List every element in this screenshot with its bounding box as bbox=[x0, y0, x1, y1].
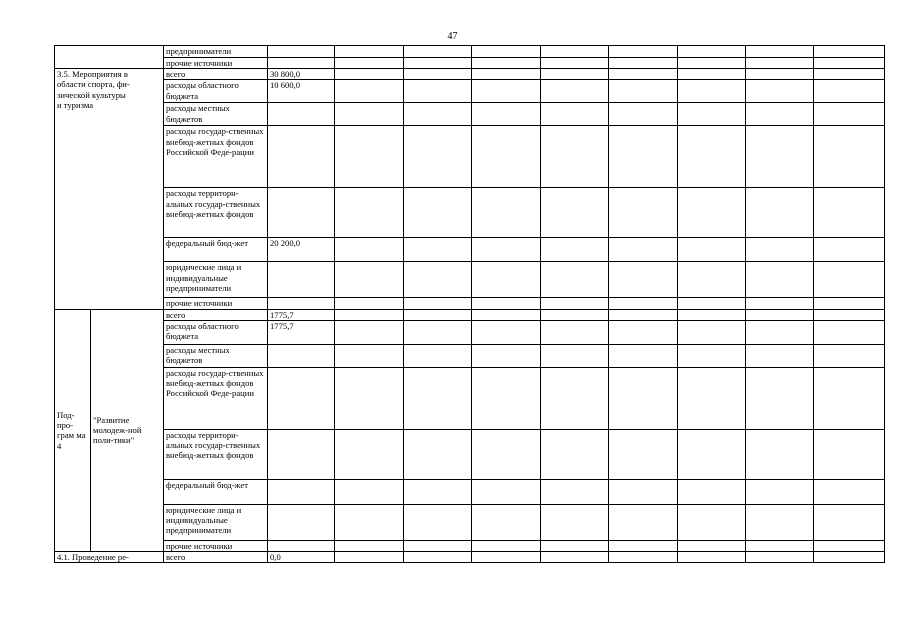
year-value-cell bbox=[814, 126, 885, 188]
table-row bbox=[55, 309, 885, 320]
funding-source-cell: всего bbox=[164, 309, 268, 320]
year-value-cell bbox=[678, 479, 746, 504]
table-row bbox=[55, 344, 885, 367]
table-row bbox=[55, 46, 885, 58]
year-value-cell bbox=[541, 320, 609, 344]
year-value-cell bbox=[609, 188, 678, 238]
total-value-cell: 30 800,0 bbox=[268, 69, 335, 80]
year-value-cell bbox=[814, 320, 885, 344]
year-value-cell bbox=[746, 58, 814, 69]
total-value-cell bbox=[268, 103, 335, 126]
year-value-cell bbox=[404, 429, 472, 479]
year-value-cell bbox=[678, 552, 746, 563]
year-value-cell bbox=[472, 479, 541, 504]
year-value-cell bbox=[746, 46, 814, 58]
year-value-cell bbox=[609, 80, 678, 103]
table-row bbox=[55, 367, 885, 429]
table-row bbox=[55, 298, 885, 309]
table-row bbox=[55, 504, 885, 540]
year-value-cell bbox=[472, 69, 541, 80]
funding-source-cell: расходы местных бюджетов bbox=[164, 103, 268, 126]
year-value-cell bbox=[335, 238, 404, 262]
measure-name-line: 3.5. Мероприятия в bbox=[57, 69, 128, 80]
year-value-cell bbox=[335, 309, 404, 320]
funding-source-cell: расходы территори-альных государ-ственных внебюд-жетных фондов bbox=[164, 429, 268, 479]
table-row bbox=[55, 188, 885, 238]
table-row bbox=[55, 126, 885, 188]
year-value-cell bbox=[814, 344, 885, 367]
year-value-cell bbox=[404, 103, 472, 126]
year-value-cell bbox=[472, 320, 541, 344]
total-value-cell bbox=[268, 58, 335, 69]
funding-source-cell: расходы областного бюджета bbox=[164, 80, 268, 103]
total-value-cell: 10 600,0 bbox=[268, 80, 335, 103]
year-value-cell bbox=[472, 504, 541, 540]
year-value-cell bbox=[541, 344, 609, 367]
year-value-cell bbox=[609, 238, 678, 262]
year-value-cell bbox=[472, 46, 541, 58]
year-value-cell bbox=[404, 344, 472, 367]
year-value-cell bbox=[541, 238, 609, 262]
measure-name-line: зической культуры bbox=[57, 89, 126, 100]
year-value-cell bbox=[814, 262, 885, 298]
year-value-cell bbox=[678, 298, 746, 309]
year-value-cell bbox=[609, 367, 678, 429]
year-value-cell bbox=[609, 103, 678, 126]
year-value-cell bbox=[609, 540, 678, 551]
year-value-cell bbox=[404, 479, 472, 504]
year-value-cell bbox=[541, 69, 609, 80]
financing-table bbox=[54, 45, 885, 563]
year-value-cell bbox=[678, 238, 746, 262]
total-value-cell bbox=[268, 344, 335, 367]
year-value-cell bbox=[335, 540, 404, 551]
year-value-cell bbox=[814, 540, 885, 551]
year-value-cell bbox=[609, 344, 678, 367]
year-value-cell bbox=[814, 367, 885, 429]
funding-source-cell: федеральный бюд-жет bbox=[164, 238, 268, 262]
year-value-cell bbox=[541, 552, 609, 563]
year-value-cell bbox=[404, 540, 472, 551]
year-value-cell bbox=[335, 344, 404, 367]
table-row bbox=[55, 320, 885, 344]
total-value-cell bbox=[268, 540, 335, 551]
year-value-cell bbox=[541, 46, 609, 58]
table-row bbox=[55, 80, 885, 103]
year-value-cell bbox=[678, 344, 746, 367]
year-value-cell bbox=[678, 58, 746, 69]
year-value-cell bbox=[746, 552, 814, 563]
table-row bbox=[55, 540, 885, 551]
year-value-cell bbox=[678, 188, 746, 238]
year-value-cell bbox=[472, 429, 541, 479]
year-value-cell bbox=[404, 69, 472, 80]
year-value-cell bbox=[541, 429, 609, 479]
table-row bbox=[55, 58, 885, 69]
year-value-cell bbox=[678, 429, 746, 479]
year-value-cell bbox=[335, 320, 404, 344]
funding-source-cell: юридические лица и индивидуальные предприниматели bbox=[164, 262, 268, 298]
year-value-cell bbox=[609, 58, 678, 69]
year-value-cell bbox=[609, 552, 678, 563]
year-value-cell bbox=[335, 298, 404, 309]
year-value-cell bbox=[609, 262, 678, 298]
year-value-cell bbox=[541, 58, 609, 69]
year-value-cell bbox=[678, 504, 746, 540]
year-value-cell bbox=[541, 262, 609, 298]
total-value-cell bbox=[268, 367, 335, 429]
table-row bbox=[55, 479, 885, 504]
measure-name-line: и туризма bbox=[57, 99, 94, 110]
year-value-cell bbox=[609, 479, 678, 504]
year-value-cell bbox=[678, 320, 746, 344]
year-value-cell bbox=[609, 298, 678, 309]
funding-source-cell: расходы территорн-альных государ-ственных внебюд-жетных фондов bbox=[164, 188, 268, 238]
year-value-cell bbox=[746, 479, 814, 504]
year-value-cell bbox=[814, 58, 885, 69]
year-value-cell bbox=[404, 552, 472, 563]
year-value-cell bbox=[609, 126, 678, 188]
page-number: 47 bbox=[447, 31, 458, 42]
year-value-cell bbox=[541, 367, 609, 429]
year-value-cell bbox=[814, 429, 885, 479]
year-value-cell bbox=[814, 238, 885, 262]
year-value-cell bbox=[472, 103, 541, 126]
year-value-cell bbox=[678, 46, 746, 58]
year-value-cell bbox=[678, 69, 746, 80]
year-value-cell bbox=[814, 69, 885, 80]
year-value-cell bbox=[746, 262, 814, 298]
table-row bbox=[55, 69, 885, 80]
year-value-cell bbox=[404, 80, 472, 103]
table-row bbox=[55, 262, 885, 298]
year-value-cell bbox=[678, 103, 746, 126]
year-value-cell bbox=[541, 103, 609, 126]
year-value-cell bbox=[746, 309, 814, 320]
year-value-cell bbox=[404, 188, 472, 238]
year-value-cell bbox=[609, 46, 678, 58]
year-value-cell bbox=[472, 552, 541, 563]
year-value-cell bbox=[335, 479, 404, 504]
funding-source-cell: юридические лица и индивидуальные предприниматели bbox=[164, 504, 268, 540]
year-value-cell bbox=[678, 309, 746, 320]
total-value-cell bbox=[268, 479, 335, 504]
year-value-cell bbox=[404, 126, 472, 188]
funding-source-cell: расходы местных бюджетов bbox=[164, 344, 268, 367]
year-value-cell bbox=[746, 126, 814, 188]
year-value-cell bbox=[541, 504, 609, 540]
year-value-cell bbox=[814, 479, 885, 504]
year-value-cell bbox=[472, 238, 541, 262]
total-value-cell bbox=[268, 262, 335, 298]
year-value-cell bbox=[746, 69, 814, 80]
year-value-cell bbox=[746, 80, 814, 103]
total-value-cell: 0,0 bbox=[268, 552, 335, 563]
measure-name-cell bbox=[55, 552, 164, 563]
year-value-cell bbox=[404, 504, 472, 540]
year-value-cell bbox=[678, 367, 746, 429]
total-value-cell bbox=[268, 188, 335, 238]
year-value-cell bbox=[678, 80, 746, 103]
year-value-cell bbox=[404, 238, 472, 262]
year-value-cell bbox=[541, 126, 609, 188]
year-value-cell bbox=[541, 479, 609, 504]
total-value-cell: 20 200,0 bbox=[268, 238, 335, 262]
total-value-cell bbox=[268, 46, 335, 58]
year-value-cell bbox=[335, 103, 404, 126]
total-value-cell: 1775,7 bbox=[268, 309, 335, 320]
year-value-cell bbox=[404, 309, 472, 320]
year-value-cell bbox=[335, 69, 404, 80]
year-value-cell bbox=[472, 262, 541, 298]
year-value-cell bbox=[814, 309, 885, 320]
total-value-cell bbox=[268, 504, 335, 540]
year-value-cell bbox=[814, 46, 885, 58]
year-value-cell bbox=[678, 262, 746, 298]
year-value-cell bbox=[335, 188, 404, 238]
funding-source-cell: предприниматели bbox=[164, 46, 268, 58]
year-value-cell bbox=[404, 58, 472, 69]
year-value-cell bbox=[404, 46, 472, 58]
year-value-cell bbox=[746, 367, 814, 429]
year-value-cell bbox=[746, 344, 814, 367]
year-value-cell bbox=[335, 367, 404, 429]
year-value-cell bbox=[472, 298, 541, 309]
year-value-cell bbox=[746, 429, 814, 479]
funding-source-cell: всего bbox=[164, 552, 268, 563]
funding-source-cell: расходы областного бюджета bbox=[164, 320, 268, 344]
year-value-cell bbox=[609, 429, 678, 479]
year-value-cell bbox=[814, 103, 885, 126]
funding-source-cell: прочие источники bbox=[164, 298, 268, 309]
year-value-cell bbox=[746, 540, 814, 551]
year-value-cell bbox=[814, 298, 885, 309]
measure-name-cell bbox=[55, 69, 164, 309]
year-value-cell bbox=[335, 262, 404, 298]
table-row bbox=[55, 238, 885, 262]
year-value-cell bbox=[335, 552, 404, 563]
total-value-cell bbox=[268, 126, 335, 188]
subprogram-number-cell: Под-про-грам ма 4 bbox=[55, 309, 91, 551]
measure-name-line: 4.1. Проведение ре- bbox=[57, 552, 129, 563]
year-value-cell bbox=[472, 126, 541, 188]
year-value-cell bbox=[746, 504, 814, 540]
measure-name-line: области спорта, фи- bbox=[57, 79, 130, 90]
total-value-cell bbox=[268, 429, 335, 479]
year-value-cell bbox=[678, 540, 746, 551]
year-value-cell bbox=[404, 298, 472, 309]
funding-source-cell: прочие источники bbox=[164, 58, 268, 69]
year-value-cell bbox=[814, 552, 885, 563]
year-value-cell bbox=[404, 367, 472, 429]
year-value-cell bbox=[335, 46, 404, 58]
year-value-cell bbox=[541, 188, 609, 238]
year-value-cell bbox=[814, 504, 885, 540]
year-value-cell bbox=[472, 344, 541, 367]
year-value-cell bbox=[335, 58, 404, 69]
funding-source-cell: федеральный бюд-жет bbox=[164, 479, 268, 504]
table-row bbox=[55, 429, 885, 479]
table-row bbox=[55, 552, 885, 563]
year-value-cell bbox=[472, 540, 541, 551]
year-value-cell bbox=[746, 188, 814, 238]
year-value-cell bbox=[472, 58, 541, 69]
year-value-cell bbox=[746, 238, 814, 262]
funding-source-cell: расходы государ-ственных внебюд-жетных фондов Российской Феде-рации bbox=[164, 126, 268, 188]
funding-source-cell: всего bbox=[164, 69, 268, 80]
year-value-cell bbox=[541, 309, 609, 320]
year-value-cell bbox=[746, 103, 814, 126]
year-value-cell bbox=[335, 429, 404, 479]
year-value-cell bbox=[746, 298, 814, 309]
subprogram-title-cell: "Развитие молодеж-ной поли-тики" bbox=[91, 309, 164, 551]
year-value-cell bbox=[404, 262, 472, 298]
year-value-cell bbox=[335, 80, 404, 103]
year-value-cell bbox=[335, 126, 404, 188]
year-value-cell bbox=[335, 504, 404, 540]
year-value-cell bbox=[814, 80, 885, 103]
year-value-cell bbox=[746, 320, 814, 344]
year-value-cell bbox=[678, 126, 746, 188]
year-value-cell bbox=[472, 80, 541, 103]
year-value-cell bbox=[609, 69, 678, 80]
year-value-cell bbox=[472, 188, 541, 238]
year-value-cell bbox=[609, 320, 678, 344]
table-row bbox=[55, 103, 885, 126]
year-value-cell bbox=[814, 188, 885, 238]
measure-name-cell bbox=[55, 46, 164, 69]
year-value-cell bbox=[609, 309, 678, 320]
year-value-cell bbox=[541, 80, 609, 103]
year-value-cell bbox=[541, 540, 609, 551]
year-value-cell bbox=[404, 320, 472, 344]
year-value-cell bbox=[472, 367, 541, 429]
year-value-cell bbox=[472, 309, 541, 320]
funding-source-cell: прочие источники bbox=[164, 540, 268, 551]
total-value-cell: 1775,7 bbox=[268, 320, 335, 344]
total-value-cell bbox=[268, 298, 335, 309]
year-value-cell bbox=[609, 504, 678, 540]
year-value-cell bbox=[541, 298, 609, 309]
funding-source-cell: расходы государ-ственных внебюд-жетных фондов Российской Феде-рации bbox=[164, 367, 268, 429]
